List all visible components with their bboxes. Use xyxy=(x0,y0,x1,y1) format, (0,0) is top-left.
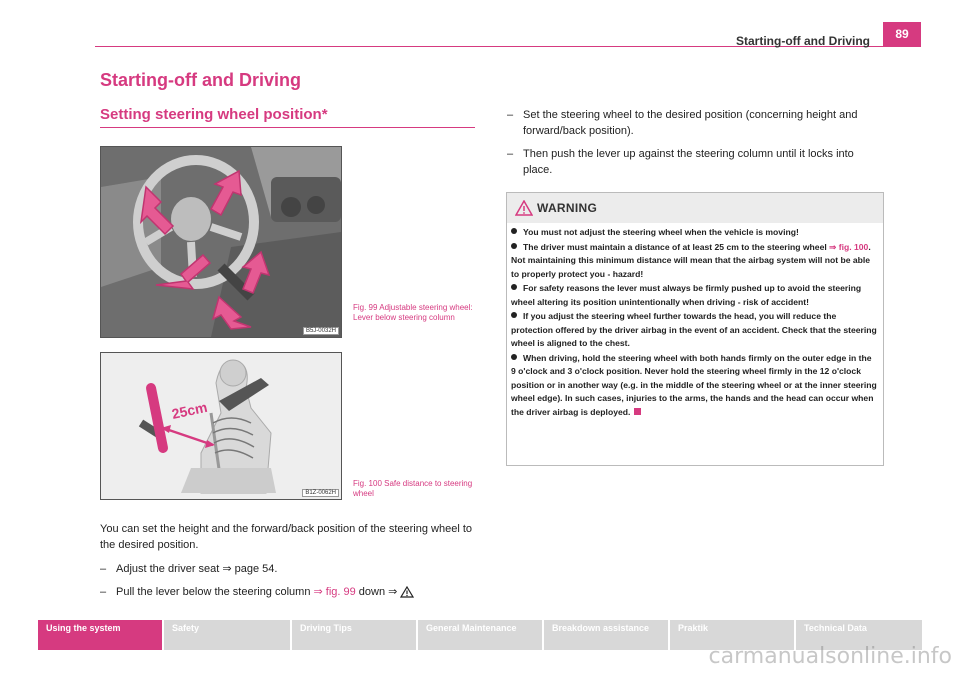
end-of-section-icon xyxy=(634,408,641,415)
intro-paragraph: You can set the height and the forward/back position of the steering wheel to the desired position. xyxy=(100,523,473,551)
bullet-icon xyxy=(511,312,517,318)
tab-breakdown-assistance[interactable]: Breakdown assistance xyxy=(544,620,668,650)
step-text: Then push the lever up against the steering column until it locks into place. xyxy=(523,148,854,176)
bullet-icon xyxy=(511,228,517,234)
warning-text: You must not adjust the steering wheel when the vehicle is moving! xyxy=(523,227,799,237)
step-text: Adjust the driver seat ⇒ page 54. xyxy=(116,563,278,575)
bullet-icon xyxy=(511,354,517,360)
warning-icon[interactable] xyxy=(400,586,414,598)
warning-text: For safety reasons the lever must always be firmly pushed up to avoid the steering wheel altering its position unintentionally when driving - risk of accident! xyxy=(511,283,862,307)
step-lock-lever xyxy=(507,146,885,178)
step-text: Pull the lever below the steering column xyxy=(116,586,314,598)
step-text: Set the steering wheel to the desired position (concerning height and forward/back position). xyxy=(523,109,858,137)
figure-code: B1Z-0062H xyxy=(302,489,339,497)
section-title: Setting steering wheel position* xyxy=(100,106,328,123)
bullet-icon xyxy=(511,284,517,290)
warning-header xyxy=(507,193,883,223)
tab-driving-tips[interactable]: Driving Tips xyxy=(292,620,416,650)
figure-99-steering-wheel xyxy=(100,146,342,338)
warning-item xyxy=(511,282,878,309)
section-rule xyxy=(100,127,475,128)
bullet-icon xyxy=(511,243,517,249)
step-pull-lever xyxy=(100,584,475,600)
warning-triangle-icon xyxy=(515,200,533,216)
chapter-title: Starting-off and Driving xyxy=(100,70,301,90)
tab-using-the-system[interactable]: Using the system xyxy=(38,620,162,650)
step-set-position xyxy=(507,107,885,139)
step-adjust-seat xyxy=(100,561,475,577)
tab-safety[interactable]: Safety xyxy=(164,620,290,650)
tab-general-maintenance[interactable]: General Maintenance xyxy=(418,620,542,650)
tab-praktik[interactable]: Praktik xyxy=(670,620,794,650)
figure-100-safe-distance xyxy=(100,352,342,500)
fig-100-link[interactable]: ⇒ fig. 100 xyxy=(829,241,869,252)
step-text-tail: down ⇒ xyxy=(355,586,401,598)
warning-text: When driving, hold the steering wheel with both hands firmly on the outer edge in the 9 o'clock and 3 o'clock position. Never hold the steering wheel firmly in the 12 o'clock position or in another way (e.g. in the middle of the steering wheel or at the inner steering wheel edge). In such cases, injuries to the arms, the hands and the head can occur when the driver airbag is deployed. xyxy=(511,352,877,417)
figure-99-caption: Fig. 99 Adjustable steering wheel: Lever below steering column xyxy=(353,303,473,322)
page-number: 89 xyxy=(883,22,921,47)
safe-distance-illustration xyxy=(101,353,341,499)
warning-text: If you adjust the steering wheel further towards the head, you will reduce the protection offered by the driver airbag in the event of an accident. Check that the steering wheel is aligned to the chest. xyxy=(511,311,877,348)
figure-100-caption: Fig. 100 Safe distance to steering wheel xyxy=(353,479,473,498)
watermark: carmanualsonline.info xyxy=(708,644,952,669)
warning-title: WARNING xyxy=(537,201,598,215)
warning-text: The driver must maintain a distance of at least 25 cm to the steering wheel xyxy=(523,241,830,252)
warning-box xyxy=(506,192,884,466)
figure-code: B5J-0032H xyxy=(303,327,339,335)
list-dash: – xyxy=(507,148,514,160)
step-text-container xyxy=(100,584,475,600)
warning-text: . Not maintaining this minimum distance will mean that the airbag system will not be able to properly protect you - hazard! xyxy=(511,241,871,279)
warning-item xyxy=(511,352,878,420)
tab-technical-data[interactable]: Technical Data xyxy=(796,620,922,650)
distance-label: 25cm xyxy=(170,398,209,422)
list-dash: – xyxy=(100,563,107,575)
warning-item xyxy=(511,241,878,282)
fig-99-link[interactable]: ⇒ fig. 99 xyxy=(313,586,356,598)
warning-body xyxy=(507,223,883,419)
list-dash: – xyxy=(100,586,107,598)
warning-item xyxy=(511,310,878,351)
warning-item xyxy=(511,226,878,240)
list-dash: – xyxy=(507,109,514,121)
steering-wheel-illustration xyxy=(101,147,341,337)
running-header: Starting-off and Driving xyxy=(736,34,870,48)
